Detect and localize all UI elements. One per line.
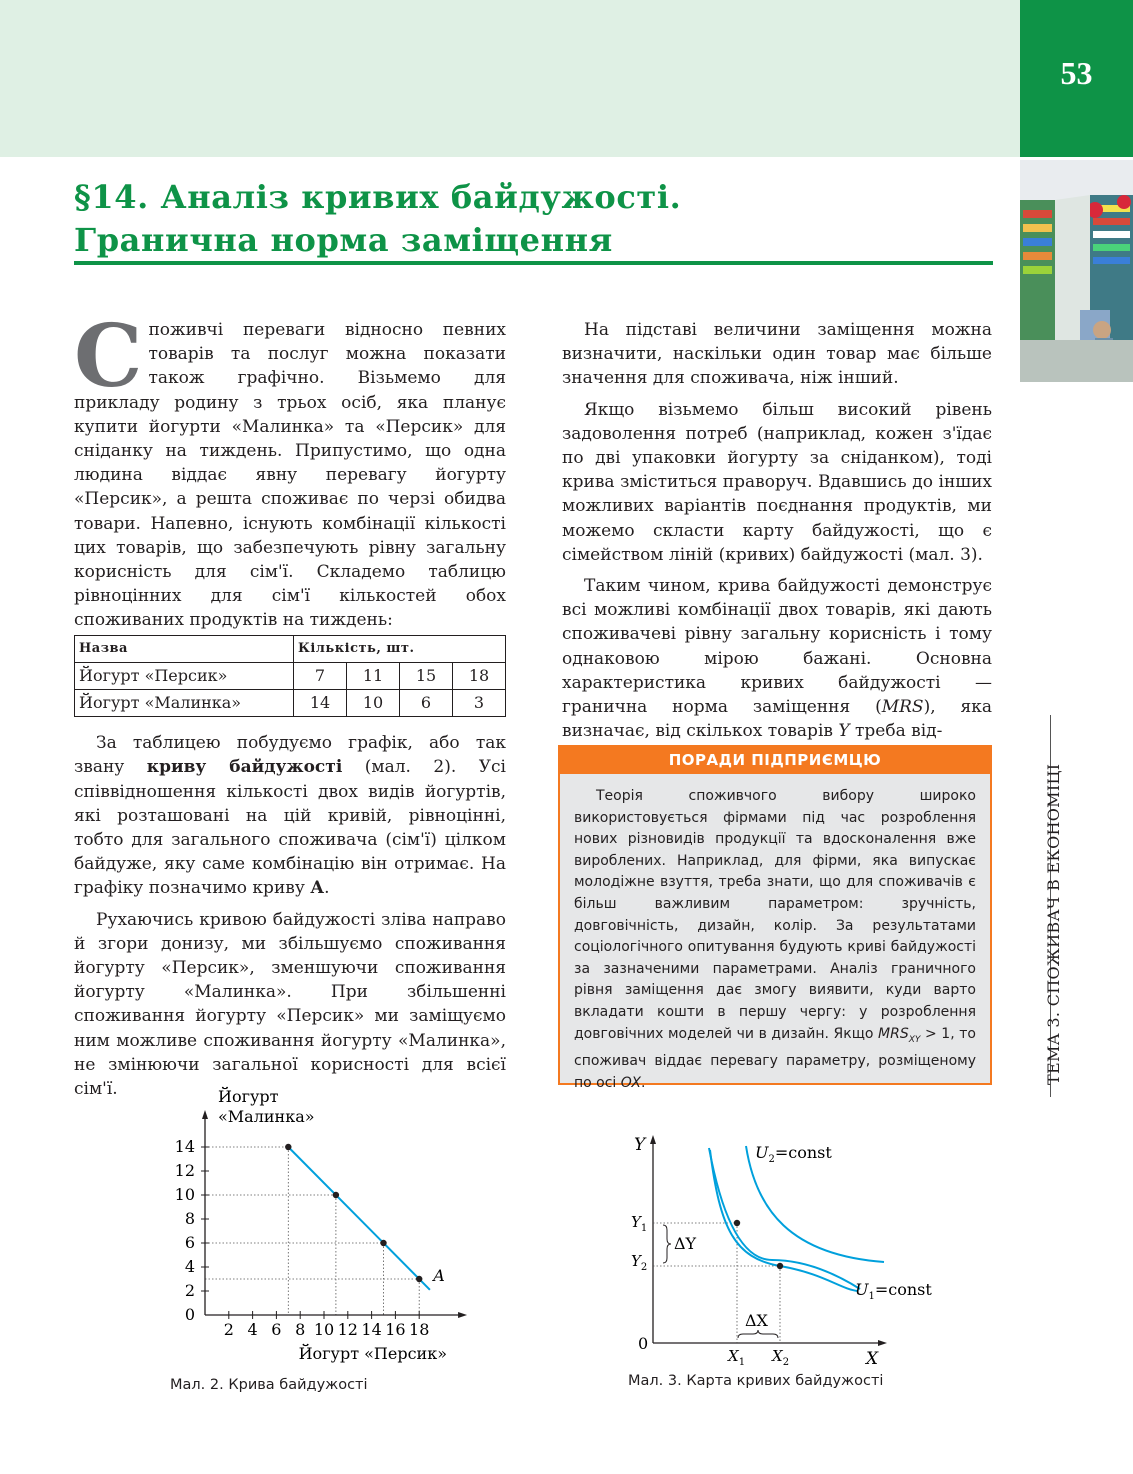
y1-sub: 1 bbox=[640, 1223, 648, 1234]
x-tick-label: 12 bbox=[337, 1320, 358, 1339]
y-tick-label: 10 bbox=[174, 1185, 195, 1204]
table-cell: 3 bbox=[453, 690, 506, 717]
y-tick-label: 2 bbox=[184, 1281, 195, 1300]
x2-label bbox=[771, 1347, 789, 1368]
x1-sub: 1 bbox=[738, 1357, 746, 1368]
y2-main: Y bbox=[631, 1252, 641, 1270]
y-axis-label-line2: «Малинка» bbox=[218, 1107, 315, 1126]
section-title-line1: §14. Аналіз кривих байдужості. bbox=[74, 178, 682, 216]
bold-term: криву байдужості bbox=[146, 757, 343, 778]
tips-text: > 1, то споживач віддає перевагу параметру, розміщеному по осі bbox=[574, 1025, 976, 1091]
tips-axis: OX bbox=[620, 1074, 642, 1091]
indifference-curve-chart bbox=[160, 1080, 470, 1375]
y1-label bbox=[631, 1213, 647, 1234]
tips-body bbox=[560, 774, 990, 1094]
header-band bbox=[0, 0, 1020, 157]
table-cell: 7 bbox=[294, 662, 347, 689]
x1-label bbox=[727, 1347, 745, 1368]
y-tick-label: 4 bbox=[184, 1257, 195, 1276]
y2-sub: 2 bbox=[640, 1262, 648, 1273]
data-point bbox=[333, 1192, 339, 1198]
table-cell: 18 bbox=[453, 662, 506, 689]
data-point bbox=[416, 1276, 422, 1282]
series-line bbox=[288, 1147, 430, 1290]
text-span: (мал. 2). Усі співвідношення кількості двох видів йогуртів, які розташовані на цій кривій, рівноцінні, тобто для загального споживача (сім'ї) цілком байдуже, яку саме комбінацію він отримає. На графіку позначимо криву bbox=[74, 757, 506, 899]
u2-label bbox=[755, 1143, 832, 1165]
y-tick-label: 14 bbox=[174, 1137, 195, 1156]
curve-name: А bbox=[310, 878, 325, 899]
curve-u2-line bbox=[746, 1146, 884, 1262]
mrs-paragraph bbox=[562, 574, 992, 743]
x-tick-label: 8 bbox=[295, 1320, 306, 1339]
table-row bbox=[75, 690, 506, 717]
origin-label: 0 bbox=[638, 1334, 649, 1353]
delta-y-brace bbox=[663, 1225, 671, 1263]
left-column bbox=[74, 306, 506, 1101]
table-cell: 11 bbox=[347, 662, 400, 689]
y-tick-label: 0 bbox=[184, 1305, 195, 1324]
table-header-row bbox=[75, 635, 506, 662]
indifference-map-chart bbox=[620, 1130, 950, 1370]
u1-main: U bbox=[855, 1280, 869, 1299]
x1-main: X bbox=[728, 1347, 739, 1365]
x-axis-arrow bbox=[458, 1312, 467, 1318]
u2-main: U bbox=[755, 1143, 769, 1162]
text-span: За таблицею побудуємо графік, або так звану bbox=[74, 733, 506, 778]
table-header-name: Назва bbox=[75, 635, 294, 662]
point-2 bbox=[777, 1263, 783, 1269]
page-number: 53 bbox=[1020, 0, 1133, 157]
curve-label: A bbox=[433, 1266, 445, 1285]
table-cell: 14 bbox=[294, 690, 347, 717]
drop-cap: С bbox=[74, 306, 143, 407]
series-a bbox=[285, 1144, 430, 1290]
table-row bbox=[75, 662, 506, 689]
y-axis-arrow bbox=[202, 1110, 208, 1119]
y-tick-label: 8 bbox=[184, 1209, 195, 1228]
tips-mrs: MRS bbox=[878, 1025, 909, 1042]
x-axis-label: Йогурт «Персик» bbox=[298, 1344, 447, 1363]
delta-x-label: ΔX bbox=[745, 1311, 768, 1330]
table-header-qty: Кількість, шт. bbox=[294, 635, 506, 662]
section-title-line2: Гранична норма заміщення bbox=[74, 221, 613, 259]
text-span: . bbox=[324, 878, 330, 899]
x-tick-label: 10 bbox=[313, 1320, 335, 1339]
u1-label bbox=[855, 1280, 932, 1302]
mrs-term: MRS bbox=[881, 697, 924, 718]
x-tick-label: 6 bbox=[271, 1320, 282, 1339]
table-cell-name: Йогурт «Малинка» bbox=[75, 690, 294, 717]
x-axis-label: X bbox=[866, 1349, 879, 1369]
x2-main: X bbox=[772, 1347, 783, 1365]
table-cell: 15 bbox=[400, 662, 453, 689]
table-cell: 10 bbox=[347, 690, 400, 717]
table-cell-name: Йогурт «Персик» bbox=[75, 662, 294, 689]
point-1 bbox=[734, 1220, 740, 1226]
y-axis-label-line1: Йогурт bbox=[218, 1087, 279, 1106]
substitution-paragraph: На підставі величини заміщення можна визначити, наскільки один товар має більше значення для споживача, ніж інший. bbox=[562, 320, 992, 389]
y-axis-label: Y bbox=[634, 1135, 646, 1155]
tips-text: Теорія споживчого вибору широко використовується фірмами під час розроблення нових різновидів продукції та вдосконалення вже вироблених. Наприклад, для фірми, яка випускає молодіжне взуття, треба знати, що для споживачів є більш важливим параметром: зручність, довговічність, дизайн, колір. За результатами соціологічного опитування будують криві байдужості за зазначеними параметрами. Аналіз граничного рівня заміщення дає змогу виявити, куди варто вкладати кошти в першу чергу: у розроблення довговічних моделей чи в дизайн. Якщо bbox=[574, 788, 976, 1042]
u1-sub: 1 bbox=[868, 1291, 875, 1302]
text-span: ), яка визначає, від скількох товарів bbox=[562, 697, 992, 742]
yogurt-table bbox=[74, 635, 506, 718]
title-rule bbox=[74, 261, 993, 265]
tips-box bbox=[558, 745, 992, 1091]
table-cell: 6 bbox=[400, 690, 453, 717]
figure2-caption: Мал. 2. Крива байдужості bbox=[170, 1377, 368, 1393]
x-tick-label: 16 bbox=[385, 1320, 406, 1339]
y-tick-label: 12 bbox=[174, 1161, 195, 1180]
right-column bbox=[562, 318, 992, 743]
tips-mrs-sub: XY bbox=[908, 1034, 921, 1045]
delta-y-label: ΔY bbox=[674, 1234, 697, 1253]
x-tick-label: 4 bbox=[247, 1320, 258, 1339]
u2-suffix: =const bbox=[774, 1143, 832, 1162]
delta-x-brace bbox=[738, 1330, 778, 1338]
section-title bbox=[74, 176, 994, 262]
tick-labels bbox=[175, 1137, 430, 1339]
text-span: Таким чином, крива байдужості демонструє всі можливі комбінації двох товарів, які дають споживачеві рівну загальну корисність і тому однаковою мірою бажані. Основна характеристика кривих байдужості — гранична норма заміщення ( bbox=[562, 576, 992, 718]
x2-sub: 2 bbox=[782, 1357, 790, 1368]
y-term: Y bbox=[838, 721, 850, 742]
data-point bbox=[285, 1144, 291, 1150]
u1-suffix: =const bbox=[874, 1280, 932, 1299]
x-tick-label: 14 bbox=[361, 1320, 382, 1339]
movement-paragraph: Рухаючись кривою байдужості зліва направо й згори донизу, ми збільшуємо споживання йогурту «Персик», зменшуючи споживання йогурту «Малинка». При збільшенні споживання йогурту «Персик» ми заміщуємо ним можливе споживання йогурту «Малинка», не змінюючи загальної корисності для всієї сім'ї. bbox=[74, 909, 506, 1100]
y2-label bbox=[631, 1252, 647, 1273]
x-tick-label: 2 bbox=[223, 1320, 234, 1339]
curve-u1-line bbox=[710, 1150, 858, 1291]
data-point bbox=[380, 1240, 386, 1246]
tips-text: . bbox=[641, 1074, 646, 1091]
intro-text: поживчі переваги відносно певних товарів та послуг можна показати також графічно. Візьмемо для прикладу родину з трьох осіб, яка планує купити йогурти «Малинка» та «Персик» для сніданку на тиждень. Припустимо, що одна людина віддає явну перевагу йогурту «Персик», а решта споживає по черзі обидва товари. Напевно, існують комбінації кількості цих товарів, що забезпечують рівну загальну корисність для сім'ї. Складемо таблицю рівноцінних для сім'ї кількостей обох споживаних продуктів на тиждень: bbox=[74, 320, 506, 631]
intro-paragraph bbox=[74, 306, 506, 633]
figure3-caption: Мал. 3. Карта кривих байдужості bbox=[628, 1373, 884, 1389]
curve-paragraph bbox=[74, 731, 506, 900]
text-span: треба від- bbox=[849, 721, 943, 742]
map-paragraph: Якщо візьмемо більш високий рівень задоволення потреб (наприклад, кожен з'їдає по дві упаковки йогурту за сніданком), тоді крива зміститься праворуч. Вдавшись до інших можливих варіантів поєднання продуктів, ми можемо скласти карту байдужості, що є сімейством ліній (кривих) байдужості (мал. 3). bbox=[562, 399, 992, 565]
tips-heading: ПОРАДИ ПІДПРИЄМЦЮ bbox=[560, 747, 990, 774]
x-tick-label: 18 bbox=[409, 1320, 430, 1339]
y1-main: Y bbox=[631, 1213, 641, 1231]
y-tick-label: 6 bbox=[184, 1233, 195, 1252]
side-tab-label: ТЕМА 3. СПОЖИВАЧ В ЕКОНОМІЦІ bbox=[1044, 763, 1063, 1085]
supermarket-photo bbox=[1020, 160, 1133, 382]
u2-sub: 2 bbox=[768, 1154, 775, 1165]
